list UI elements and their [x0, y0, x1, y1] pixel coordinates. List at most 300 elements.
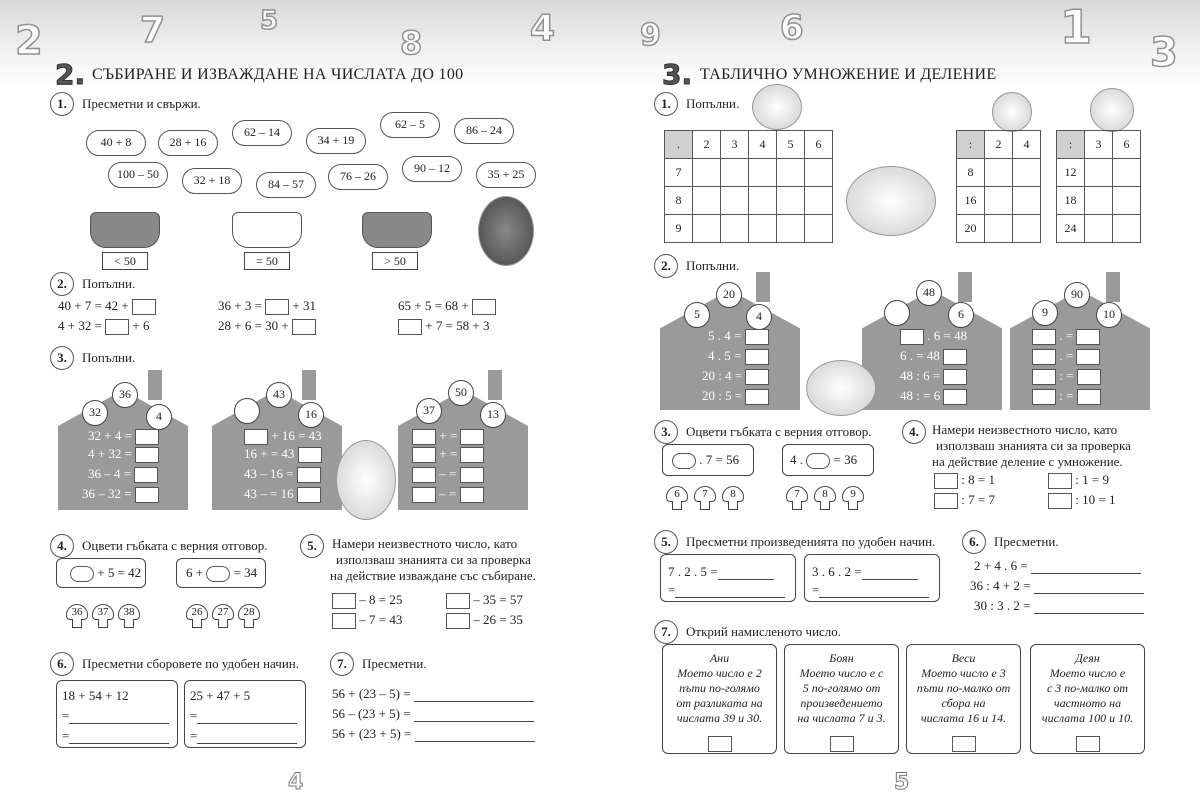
mushroom-option[interactable]: 27 [212, 604, 234, 630]
house-left-number[interactable] [884, 300, 910, 326]
grid-header: 2 [693, 131, 721, 159]
riddle-line: Моето число е 3 [921, 666, 1006, 680]
answer-box[interactable] [412, 467, 436, 483]
equation: – 26 = 35 [446, 612, 523, 629]
answer-line[interactable] [414, 710, 534, 722]
grid-row-header: 8 [665, 187, 693, 215]
grid-cell[interactable] [805, 159, 833, 187]
bone-card[interactable]: 62 – 14 [232, 120, 292, 146]
house-equation: + 16 = 43 [244, 428, 322, 445]
answer-line[interactable] [862, 568, 918, 580]
answer-line[interactable] [414, 690, 534, 702]
house-equation: . = [1032, 348, 1100, 365]
grid-row-header: 18 [1057, 187, 1085, 215]
bone-card[interactable]: 84 – 57 [256, 172, 316, 198]
grid-row-header: 12 [1057, 159, 1085, 187]
task-label: Пресметни и свържи. [82, 96, 201, 111]
grid-header: 6 [805, 131, 833, 159]
answer-box[interactable] [412, 447, 436, 463]
grid-header: : [957, 131, 985, 159]
mushroom-option[interactable]: 8 [814, 486, 836, 512]
answer-box[interactable] [332, 613, 356, 629]
house-equation: + = [412, 428, 484, 445]
house-top-number: 90 [1064, 282, 1090, 308]
task-label: на действие изваждане със събиране. [330, 568, 536, 583]
expression: 25 + 47 + 5 [190, 688, 251, 703]
riddle-line: Моето число е с [799, 666, 884, 680]
riddle-card [784, 644, 899, 754]
grid-cell[interactable] [1013, 215, 1041, 243]
answer-box[interactable] [297, 487, 321, 503]
task-label: Оцвети гъбката с верния отговор. [82, 538, 268, 553]
mushroom-option[interactable]: 9 [842, 486, 864, 512]
task-number: 6. [962, 530, 986, 554]
grid-cell[interactable] [693, 187, 721, 215]
grid-cell[interactable] [1085, 187, 1113, 215]
equation: 4 . = 36 [790, 452, 857, 469]
bone-card[interactable]: 100 – 50 [108, 162, 168, 188]
multiplication-grid [664, 130, 833, 243]
bone-card[interactable]: 40 + 8 [86, 130, 146, 156]
answer-box[interactable] [292, 319, 316, 335]
riddle-line: произведението [800, 696, 883, 710]
grid-cell[interactable] [749, 187, 777, 215]
answer-box[interactable] [745, 329, 769, 345]
grid-header: 3 [1085, 131, 1113, 159]
page-number: 5 [894, 770, 910, 795]
grid-cell[interactable] [721, 215, 749, 243]
equation: 4 + 32 = + 6 [58, 318, 150, 335]
riddle-line: пъти по-малко от [916, 681, 1011, 695]
task-label: Открий намисленото число. [686, 624, 842, 639]
grid-cell[interactable] [985, 187, 1013, 215]
house-equation: . 6 = 48 [900, 328, 967, 345]
house-top-number: 48 [916, 280, 942, 306]
house-equation: 48 : 6 = [900, 368, 967, 385]
answer-box[interactable] [745, 369, 769, 385]
grid-cell[interactable] [777, 187, 805, 215]
task-number: 5. [654, 530, 678, 554]
kitten-illustration [806, 360, 876, 416]
answer-box[interactable] [1032, 389, 1056, 405]
mushroom-option[interactable]: 36 [66, 604, 88, 630]
answer-box[interactable] [460, 487, 484, 503]
grid-header: 6 [1113, 131, 1141, 159]
answer-line[interactable]: = [812, 582, 929, 598]
section-title: СЪБИРАНЕ И ИЗВАЖДАНЕ НА ЧИСЛАТА ДО 100 [92, 66, 464, 83]
grid-cell[interactable] [805, 187, 833, 215]
house-equation: 5 . 4 = [708, 328, 769, 345]
house-top-number: 43 [266, 382, 292, 408]
house-equation: 32 + 4 = [88, 428, 159, 445]
grid-cell[interactable] [1013, 187, 1041, 215]
riddle-line: Моето число е 2 [677, 666, 762, 680]
riddle-line: на числата 7 и 3. [797, 711, 886, 725]
expression: 7 . 2 . 5 = [668, 564, 774, 580]
answer-box[interactable] [708, 736, 732, 752]
task-number: 4. [902, 420, 926, 444]
riddle-name: Веси [951, 651, 976, 665]
mushroom-option[interactable]: 8 [722, 486, 744, 512]
answer-box[interactable] [1076, 329, 1100, 345]
house-equation: 43 – = 16 [244, 486, 321, 503]
house-right-number: 10 [1096, 302, 1122, 328]
decor-digit: 8 [400, 24, 423, 62]
answer-box[interactable] [1077, 389, 1101, 405]
answer-box[interactable] [1076, 349, 1100, 365]
house-equation: – = [412, 486, 484, 503]
grid-header: . [665, 131, 693, 159]
task-label: използваш знанията си за проверка [936, 438, 1131, 453]
expression: 56 + (23 – 5) = [332, 686, 534, 702]
equation: – 35 = 57 [446, 592, 523, 609]
house-equation: 6 . = 48 [900, 348, 967, 365]
house-left-number: 37 [416, 398, 442, 424]
answer-box[interactable] [472, 299, 496, 315]
riddle-line: с 3 по-малко от [1046, 681, 1129, 695]
riddle-name: Ани [709, 651, 730, 665]
house-equation: 36 – 4 = [88, 466, 158, 483]
task-label: Попълни. [82, 350, 136, 365]
answer-box[interactable] [412, 429, 436, 445]
answer-box[interactable] [132, 299, 156, 315]
house-equation: 48 : = 6 [900, 388, 967, 405]
grid-cell[interactable] [693, 215, 721, 243]
riddle-line: Моето число е [1049, 666, 1126, 680]
answer-box[interactable] [460, 447, 484, 463]
grid-cell[interactable] [1113, 159, 1141, 187]
equation: – 7 = 43 [332, 612, 402, 629]
grid-header: 4 [749, 131, 777, 159]
division-grid [1056, 130, 1141, 243]
grid-cell[interactable] [777, 159, 805, 187]
grid-cell[interactable] [1113, 187, 1141, 215]
decor-digit: 1 [1060, 0, 1093, 54]
task-label: Попълни. [686, 258, 740, 273]
riddle-card [662, 644, 777, 754]
answer-box[interactable] [934, 493, 958, 509]
house-right-number: 4 [146, 404, 172, 430]
bone-card[interactable]: 90 – 12 [402, 156, 462, 182]
answer-box[interactable] [745, 389, 769, 405]
puppy-illustration [752, 84, 802, 130]
grid-row-header: 24 [1057, 215, 1085, 243]
expression: 18 + 54 + 12 [62, 688, 129, 703]
answer-box[interactable] [1048, 493, 1072, 509]
bone-card[interactable]: 28 + 16 [158, 130, 218, 156]
division-grid [956, 130, 1041, 243]
task-number: 3. [50, 346, 74, 370]
task-number: 2. [654, 254, 678, 278]
equation: 6 + = 34 [186, 565, 257, 582]
riddle-line: от разликата на [676, 696, 763, 710]
answer-box[interactable] [332, 593, 356, 609]
answer-line[interactable]: = [62, 708, 169, 724]
bone-card[interactable]: 62 – 5 [380, 112, 440, 138]
task-label: Попълни. [686, 96, 740, 111]
equation: + 5 = 42 [70, 565, 141, 582]
riddle-line: пъти по-голямо [679, 681, 760, 695]
mushroom-slot[interactable] [672, 453, 696, 469]
house-top-number: 50 [448, 380, 474, 406]
mushroom-slot[interactable] [206, 566, 230, 582]
grid-header: : [1057, 131, 1085, 159]
grid-cell[interactable] [1085, 159, 1113, 187]
grid-cell[interactable] [749, 215, 777, 243]
riddle-line: числата 39 и 30. [676, 711, 763, 725]
equation: 65 + 5 = 68 + [398, 298, 496, 315]
riddle-card [906, 644, 1021, 754]
answer-box[interactable] [105, 319, 129, 335]
house-top-number: 36 [112, 382, 138, 408]
mushroom-option[interactable]: 6 [666, 486, 688, 512]
section-number: 3. [662, 58, 693, 91]
grid-cell[interactable] [985, 215, 1013, 243]
bone-card[interactable]: 86 – 24 [454, 118, 514, 144]
equation: 28 + 6 = 30 + [218, 318, 316, 335]
grid-row-header: 20 [957, 215, 985, 243]
riddle-card [1030, 644, 1145, 754]
mushroom-option[interactable]: 26 [186, 604, 208, 630]
answer-box[interactable] [745, 349, 769, 365]
grid-cell[interactable] [1113, 215, 1141, 243]
task-label: Намери неизвестното число, като [932, 422, 1118, 437]
task-number: 3. [654, 420, 678, 444]
house-chimney [958, 272, 972, 302]
grid-cell[interactable] [1013, 159, 1041, 187]
task-number: 2. [50, 272, 74, 296]
equation: 36 + 3 = + 31 [218, 298, 316, 315]
answer-box[interactable] [446, 613, 470, 629]
mushroom-option[interactable]: 37 [92, 604, 114, 630]
house-equation: 4 . 5 = [708, 348, 769, 365]
answer-box[interactable] [412, 487, 436, 503]
house-chimney [148, 370, 162, 400]
house-top-number: 20 [716, 282, 742, 308]
decor-digit: 2 [15, 18, 43, 64]
house-equation: 4 + 32 = [88, 446, 159, 463]
task-label: Оцвети гъбката с верния отговор. [686, 424, 872, 439]
answer-box[interactable] [1032, 369, 1056, 385]
grid-cell[interactable] [985, 159, 1013, 187]
task-number: 1. [654, 92, 678, 116]
grid-header: 3 [721, 131, 749, 159]
answer-box[interactable] [297, 467, 321, 483]
equation: : 1 = 9 [1048, 472, 1109, 489]
grid-cell[interactable] [749, 159, 777, 187]
house-equation: 20 : 4 = [702, 368, 769, 385]
grid-row-header: 9 [665, 215, 693, 243]
mushroom-slot[interactable] [70, 566, 94, 582]
mushroom-slot[interactable] [806, 453, 830, 469]
answer-box[interactable] [934, 473, 958, 489]
house-right-number: 6 [948, 302, 974, 328]
expression: 56 – (23 + 5) = [332, 706, 534, 722]
mushroom-option[interactable]: 7 [694, 486, 716, 512]
task-number: 7. [654, 620, 678, 644]
bowl-label: < 50 [102, 252, 148, 270]
answer-box[interactable] [943, 349, 967, 365]
answer-box[interactable] [135, 487, 159, 503]
answer-box[interactable] [460, 467, 484, 483]
house-chimney [302, 370, 316, 400]
bowl-label: > 50 [372, 252, 418, 270]
answer-line[interactable]: = [62, 728, 169, 744]
riddle-line: 5 по-голямо от [802, 681, 881, 695]
grid-row-header: 8 [957, 159, 985, 187]
task-label: Пресметни. [362, 656, 427, 671]
bone-card[interactable]: 32 + 18 [182, 168, 242, 194]
bone-card[interactable]: 34 + 19 [306, 128, 366, 154]
house-right-number: 16 [298, 402, 324, 428]
house-equation: 43 – 16 = [244, 466, 321, 483]
grid-cell[interactable] [805, 215, 833, 243]
house-equation: : = [1032, 388, 1101, 405]
grid-cell[interactable] [693, 159, 721, 187]
house-equation: . = [1032, 328, 1100, 345]
task-label: Пресметни. [994, 534, 1059, 549]
answer-line[interactable] [1034, 582, 1144, 594]
puppy-illustration [336, 440, 396, 520]
answer-box[interactable] [900, 329, 924, 345]
grid-cell[interactable] [777, 215, 805, 243]
answer-line[interactable] [1031, 562, 1141, 574]
house-equation: + = [412, 446, 484, 463]
decor-digit: 9 [640, 18, 661, 53]
riddle-name: Боян [829, 651, 854, 665]
house-equation: 16 + = 43 [244, 446, 322, 463]
answer-line[interactable] [718, 568, 774, 580]
house-left-number: 9 [1032, 300, 1058, 326]
expression: 56 + (23 + 5) = [332, 726, 535, 742]
house-equation: – = [412, 466, 484, 483]
decor-digit: 3 [1150, 30, 1178, 76]
expression: 36 : 4 + 2 = [970, 578, 1144, 594]
answer-box[interactable] [830, 736, 854, 752]
decor-digit: 7 [140, 10, 166, 51]
riddle-line: частното на [1053, 696, 1122, 710]
riddle-name: Деян [1075, 651, 1100, 665]
task-number: 6. [50, 652, 74, 676]
answer-box[interactable] [298, 447, 322, 463]
bowl-label: = 50 [244, 252, 290, 270]
equation: : 8 = 1 [934, 472, 995, 489]
riddle-line: сбора на [941, 696, 986, 710]
equation: . 7 = 56 [672, 452, 739, 469]
answer-line[interactable]: = [190, 728, 297, 744]
answer-box[interactable] [1076, 736, 1100, 752]
puppy-illustration [1090, 88, 1134, 132]
dog-bowl[interactable] [90, 212, 160, 248]
task-number: 1. [50, 92, 74, 116]
task-number: 5. [300, 534, 324, 558]
answer-box[interactable] [943, 369, 967, 385]
answer-box[interactable] [135, 447, 159, 463]
mushroom-option[interactable]: 28 [238, 604, 260, 630]
answer-box[interactable] [943, 389, 967, 405]
equation: : 7 = 7 [934, 492, 995, 509]
answer-box[interactable] [1048, 473, 1072, 489]
pets-illustration [846, 166, 936, 236]
answer-box[interactable] [446, 593, 470, 609]
task-label: използваш знанията си за проверка [336, 552, 531, 567]
answer-box[interactable] [1032, 329, 1056, 345]
bone-card[interactable]: 76 – 26 [328, 164, 388, 190]
mushroom-option[interactable]: 7 [786, 486, 808, 512]
answer-box[interactable] [1032, 349, 1056, 365]
grid-cell[interactable] [721, 159, 749, 187]
riddle-line: числата 100 и 10. [1041, 711, 1134, 725]
section-number: 2. [55, 58, 86, 91]
answer-box[interactable] [265, 299, 289, 315]
house-right-number: 4 [746, 304, 772, 330]
expression: 3 . 6 . 2 = [812, 564, 918, 580]
grid-header: 5 [777, 131, 805, 159]
mushroom-option[interactable]: 38 [118, 604, 140, 630]
dog-bowl[interactable] [362, 212, 432, 248]
house-left-number: 32 [82, 400, 108, 426]
expression: 2 + 4 . 6 = [974, 558, 1141, 574]
grid-row-header: 16 [957, 187, 985, 215]
equation: : 10 = 1 [1048, 492, 1115, 509]
task-number: 7. [330, 652, 354, 676]
decor-digit: 5 [260, 6, 279, 36]
task-label: Попълни. [82, 276, 136, 291]
answer-line[interactable] [1034, 602, 1144, 614]
answer-box[interactable] [952, 736, 976, 752]
answer-box[interactable] [135, 429, 159, 445]
answer-line[interactable]: = [668, 582, 785, 598]
dog-bowl[interactable] [232, 212, 302, 248]
task-number: 4. [50, 534, 74, 558]
expression: 30 : 3 . 2 = [974, 598, 1144, 614]
page-number: 4 [288, 770, 304, 795]
riddle-line: числата 16 и 14. [920, 711, 1007, 725]
decor-digit: 4 [530, 8, 556, 49]
answer-line[interactable] [415, 730, 535, 742]
grid-row-header: 7 [665, 159, 693, 187]
answer-box[interactable] [244, 429, 268, 445]
answer-box[interactable] [398, 319, 422, 335]
equation: – 8 = 25 [332, 592, 402, 609]
answer-line[interactable]: = [190, 708, 297, 724]
dog-illustration [478, 196, 534, 266]
task-label: Пресметни сборовете по удобен начин. [82, 656, 300, 671]
house-left-number[interactable] [234, 398, 260, 424]
grid-header: 2 [985, 131, 1013, 159]
answer-box[interactable] [460, 429, 484, 445]
house-chimney [756, 272, 770, 302]
section-title: ТАБЛИЧНО УМНОЖЕНИЕ И ДЕЛЕНИЕ [700, 66, 997, 83]
house-chimney [488, 370, 502, 400]
answer-box[interactable] [134, 467, 158, 483]
equation: + 7 = 58 + 3 [398, 318, 490, 335]
house-right-number: 13 [480, 402, 506, 428]
task-label: на действие деление с умножение. [932, 454, 1123, 469]
house-equation: 36 – 32 = [82, 486, 159, 503]
house-equation: : = [1032, 368, 1101, 385]
grid-cell[interactable] [721, 187, 749, 215]
house-left-number: 5 [684, 302, 710, 328]
grid-header: 4 [1013, 131, 1041, 159]
house-equation: 20 : 5 = [702, 388, 769, 405]
task-label: Намери неизвестното число, като [332, 536, 518, 551]
grid-cell[interactable] [1085, 215, 1113, 243]
equation: 40 + 7 = 42 + [58, 298, 156, 315]
task-label: Пресметни произведенията по удобен начин. [686, 534, 936, 549]
answer-box[interactable] [1077, 369, 1101, 385]
bone-card[interactable]: 35 + 25 [476, 162, 536, 188]
